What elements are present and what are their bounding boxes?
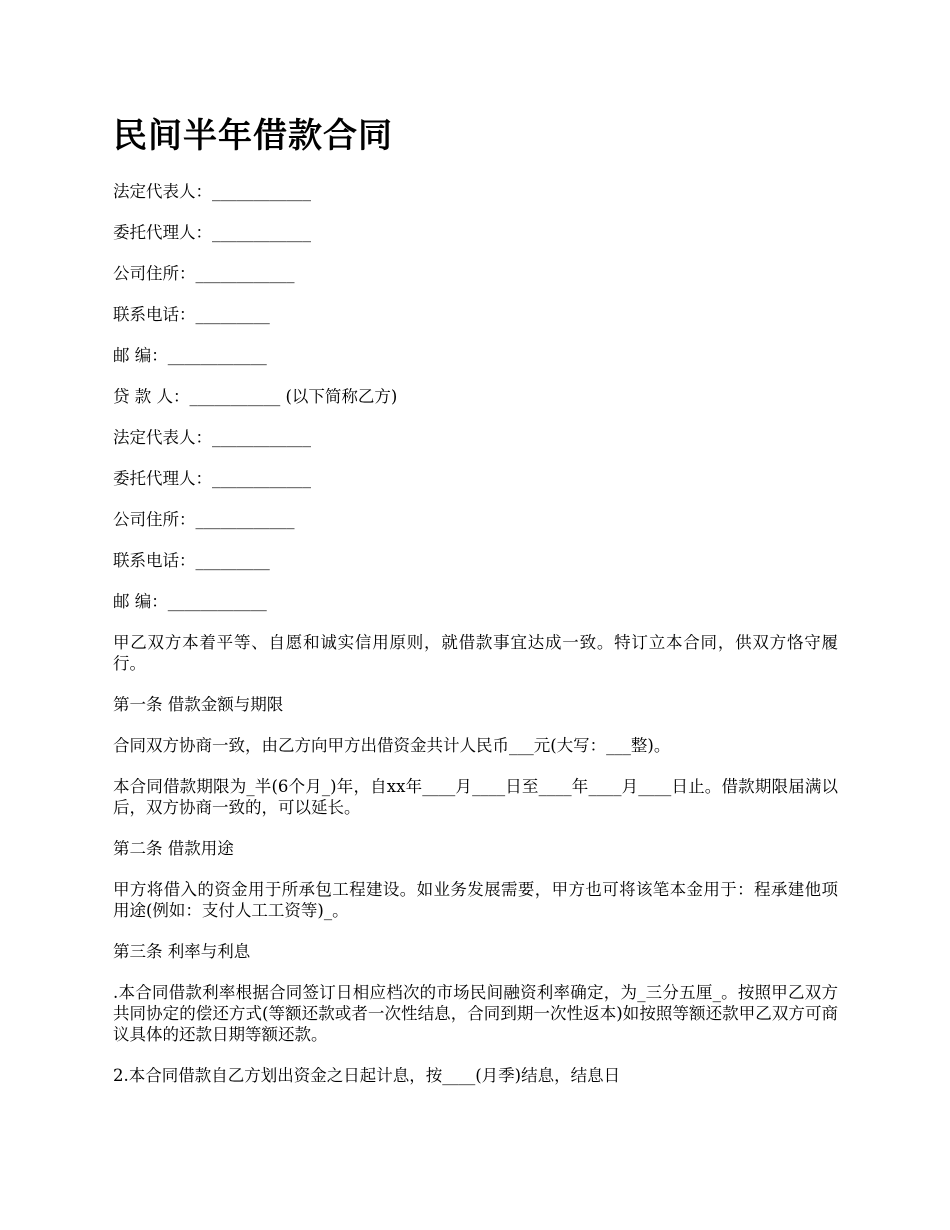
document-body: [113, 108, 838, 1106]
lender-agent-field: 委托代理人：____________: [113, 223, 311, 242]
article-1-paragraph-1: 合同双方协商一致，由乙方向甲方出借资金共计人民币___元(大写：___整)。: [113, 736, 671, 755]
intro-paragraph: 甲乙双方本着平等、自愿和诚实信用原则，就借款事宜达成一致。特订立本合同，供双方恪守履行。: [113, 633, 838, 673]
borrower-agent-field: 委托代理人：____________: [113, 469, 311, 488]
article-3-paragraph-2: 2.本合同借款自乙方划出资金之日起计息，按____(月季)结息，结息日: [113, 1066, 621, 1085]
article-2-paragraph-1: 甲方将借入的资金用于所承包工程建设。如业务发展需要，甲方也可将该笔本金用于：程承建他项用途(例如：支付人工工资等)_。: [113, 880, 838, 920]
page-title: 民间半年借款合同: [113, 116, 393, 156]
lender-phone-field: 联系电话：_________: [113, 305, 270, 324]
article-3-heading: 第三条 利率与利息: [113, 942, 251, 961]
borrower-phone-field: 联系电话：_________: [113, 551, 270, 570]
article-3-paragraph-1: .本合同借款利率根据合同签订日相应档次的市场民间融资利率确定，为_三分五厘_。按照甲乙双方共同协定的偿还方式(等额还款或者一次性结息，合同到期一次性返本)如按照等额还款甲乙双方可商议具体的还款日期等额还款。: [113, 983, 838, 1044]
lender-address-field: 公司住所：____________: [113, 264, 295, 283]
article-1-paragraph-2: 本合同借款期限为_半(6个月_)年，自xx年____月____日至____年____月____日止。借款期限届满以后，双方协商一致的，可以延长。: [113, 777, 838, 817]
borrower-address-field: 公司住所：____________: [113, 510, 295, 529]
article-1-heading: 第一条 借款金额与期限: [113, 695, 284, 714]
lender-postcode-field: 邮 编：____________: [113, 346, 267, 365]
borrower-legal-rep-field: 法定代表人：____________: [113, 428, 311, 447]
lender-legal-rep-field: 法定代表人：____________: [113, 182, 311, 201]
borrower-field: 贷 款 人：___________ (以下简称乙方): [113, 387, 398, 406]
borrower-postcode-field: 邮 编：____________: [113, 592, 267, 611]
article-2-heading: 第二条 借款用途: [113, 839, 234, 858]
